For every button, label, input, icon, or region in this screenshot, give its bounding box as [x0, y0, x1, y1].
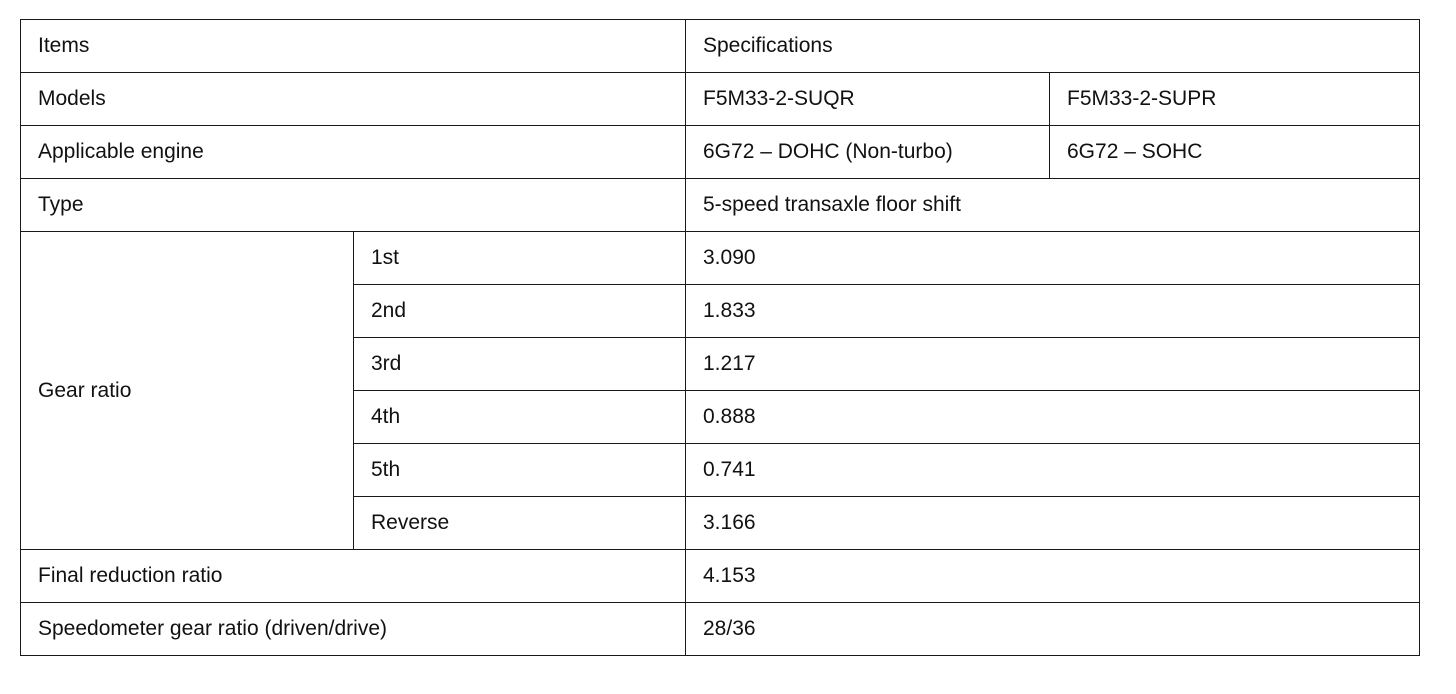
gear-name: 2nd: [354, 285, 686, 338]
table-row-header: [21, 20, 1420, 73]
table-row-models: [21, 73, 1420, 126]
table-row-final-reduction: [21, 550, 1420, 603]
specifications-header: Specifications: [686, 20, 1420, 73]
model-a-value: F5M33-2-SUQR: [686, 73, 1050, 126]
engine-b-value: 6G72 – SOHC: [1050, 126, 1420, 179]
gear-name: 4th: [354, 391, 686, 444]
speedometer-value: 28/36: [686, 603, 1420, 656]
models-label: Models: [21, 73, 686, 126]
gear-ratio-value: 1.833: [686, 285, 1420, 338]
gear-name: Reverse: [354, 497, 686, 550]
gear-ratio-value: 1.217: [686, 338, 1420, 391]
gear-ratio-value: 3.090: [686, 232, 1420, 285]
specifications-table: [20, 19, 1420, 656]
table-row-gear-1st: [21, 232, 1420, 285]
table-row-engine: [21, 126, 1420, 179]
gear-ratio-value: 3.166: [686, 497, 1420, 550]
items-header: Items: [21, 20, 686, 73]
gear-ratio-value: 0.888: [686, 391, 1420, 444]
type-value: 5-speed transaxle floor shift: [686, 179, 1420, 232]
gear-ratio-label: Gear ratio: [21, 232, 354, 550]
table-row-speedometer: [21, 603, 1420, 656]
gear-name: 1st: [354, 232, 686, 285]
gear-name: 3rd: [354, 338, 686, 391]
final-reduction-label: Final reduction ratio: [21, 550, 686, 603]
speedometer-label: Speedometer gear ratio (driven/drive): [21, 603, 686, 656]
type-label: Type: [21, 179, 686, 232]
engine-a-value: 6G72 – DOHC (Non-turbo): [686, 126, 1050, 179]
model-b-value: F5M33-2-SUPR: [1050, 73, 1420, 126]
engine-label: Applicable engine: [21, 126, 686, 179]
gear-name: 5th: [354, 444, 686, 497]
final-reduction-value: 4.153: [686, 550, 1420, 603]
table-row-type: [21, 179, 1420, 232]
gear-ratio-value: 0.741: [686, 444, 1420, 497]
